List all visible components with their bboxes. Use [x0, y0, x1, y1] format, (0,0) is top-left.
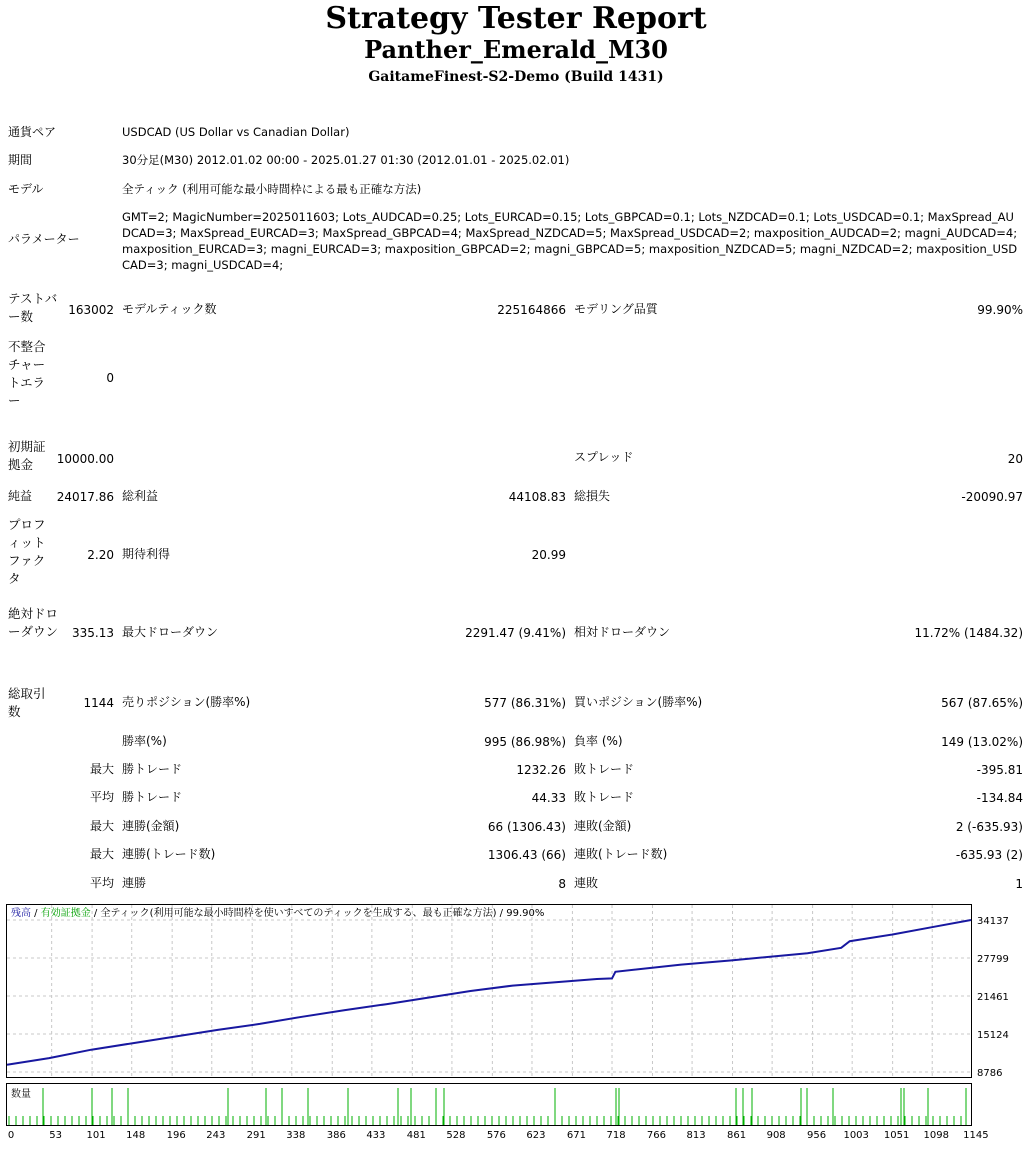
x-tick-label: 291: [246, 1130, 266, 1141]
avg-cons-losses-label: 連敗: [574, 876, 599, 890]
x-tick-label: 908: [766, 1130, 786, 1141]
x-tick-label: 196: [166, 1130, 186, 1141]
x-tick-label: 766: [646, 1130, 667, 1141]
short-value: 577 (86.31%): [484, 696, 566, 710]
x-tick-label: 528: [446, 1130, 466, 1141]
rel-dd-value: 11.72% (1484.32): [914, 626, 1023, 640]
largest-win-label: 勝トレード: [122, 762, 183, 776]
long-value: 567 (87.65%): [941, 696, 1023, 710]
svg-text:残高 / 有効証拠金 / 全ティック(利用可能な最小時間枠を: [11, 906, 544, 919]
x-tick-label: 53: [49, 1130, 63, 1141]
max-cons-profit-value: 1306.43 (66): [487, 848, 566, 862]
y-tick-label: 8786: [977, 1068, 1003, 1079]
x-tick-label: 576: [486, 1130, 506, 1141]
max-dd-value: 2291.47 (9.41%): [465, 626, 566, 640]
avg-cons-wins-value: 8: [558, 877, 566, 891]
x-tick-label: 671: [566, 1130, 586, 1141]
bars-label: テストバー数: [8, 291, 58, 324]
net-label: 純益: [8, 489, 33, 503]
x-tick-label: 481: [406, 1130, 426, 1141]
mismatch-value: 0: [106, 371, 114, 385]
max-cons-wins-label: 連勝(金額): [122, 819, 180, 833]
spread-label: スプレッド: [574, 450, 634, 464]
avg-label-2: 平均: [89, 876, 114, 890]
deposit-label: 初期証拠金: [8, 439, 46, 472]
x-tick-label: 0: [7, 1130, 15, 1141]
model-value: 全ティック (利用可能な最小時間枠による最も正確な方法): [122, 182, 422, 196]
max-cons-losses-value: 2 (-635.93): [955, 820, 1023, 834]
largest-win-value: 1232.26: [516, 763, 566, 777]
x-tick-label: 623: [526, 1130, 546, 1141]
x-tick-label: 813: [686, 1130, 706, 1141]
legend-sep-3: /: [496, 908, 507, 919]
max-cons-loss-value: -635.93 (2): [955, 848, 1023, 862]
total-trades-label: 総取引数: [8, 686, 46, 719]
legend-balance: 残高: [11, 908, 31, 919]
server-name: GaitameFinest-S2-Demo (Build 1431): [368, 69, 664, 85]
max-cons-loss-label: 連敗(トレード数): [574, 847, 668, 861]
gross-profit-label: 総利益: [122, 489, 159, 503]
avg-label: 平均: [89, 790, 114, 804]
gross-profit-value: 44108.83: [508, 490, 566, 504]
win-rate-value: 995 (86.98%): [484, 735, 566, 749]
gross-loss-value: -20090.97: [961, 490, 1023, 504]
report-subtitle: Panther_Emerald_M30: [364, 35, 668, 64]
period-value: 30分足(M30) 2012.01.02 00:00 - 2025.01.27 01:30 (2012.01.01 - 2025.02.01): [122, 153, 570, 167]
balance-chart: [0, 900, 1032, 1150]
pf-label: プロフィットファクタ: [8, 517, 46, 586]
params-value: GMT=2; MagicNumber=2025011603; Lots_AUDCAD=0.25; Lots_EURCAD=0.15; Lots_GBPCAD=0.1; Lots_NZDCAD=0.1; Lots_USDCAD=0.1; MaxSpread_AUDCAD=3; MaxSpread_EURCAD=3; MaxSpread_GBPCAD=4; MaxSpread_NZDCAD=5; MaxSpread_USDCAD=2; maxposition_AUDCAD=2; magni_AUDCAD=4; maxposition_EURCAD=3; magni_EURCAD=3; maxposition_GBPCAD=2; magni_GBPCAD=5; maxposition_NZDCAD=5; magni_NZDCAD=2; maxposition_USDCAD=3; magni_USDCAD=4;: [122, 210, 1018, 272]
volume-label: 数量: [11, 1089, 31, 1100]
win-rate-label: 勝率(%): [122, 734, 167, 748]
x-tick-label: 861: [726, 1130, 747, 1141]
x-tick-label: 1098: [923, 1130, 949, 1141]
x-tick-label: 243: [206, 1130, 226, 1141]
deposit-value: 10000.00: [56, 452, 114, 466]
spread-value: 20: [1007, 452, 1023, 466]
x-tick-label: 386: [326, 1130, 346, 1141]
legend-model: 全ティック(利用可能な最小時間枠を使いすべてのティックを生成する、最も正確な方法): [100, 908, 497, 919]
volume-frame: [7, 1084, 972, 1126]
pf-value: 2.20: [87, 548, 114, 562]
avg-loss-value: -134.84: [976, 791, 1023, 805]
short-label: 売りポジション(勝率%): [122, 695, 251, 709]
rel-dd-label: 相対ドローダウン: [574, 625, 671, 639]
max-cons-profit-label: 連勝(トレード数): [122, 847, 216, 861]
x-tick-label: 433: [366, 1130, 386, 1141]
model-label: モデル: [8, 182, 44, 196]
ticks-label: モデルティック数: [122, 302, 217, 316]
avg-win-label: 勝トレード: [122, 790, 183, 804]
avg-loss-label: 敗トレード: [574, 790, 635, 804]
gross-loss-label: 総損失: [574, 489, 611, 503]
largest-loss-label: 敗トレード: [574, 762, 635, 776]
y-tick-label: 21461: [977, 992, 1009, 1004]
mismatch-label: 不整合チャートエラー: [8, 339, 46, 408]
avg-cons-wins-label: 連勝: [122, 876, 147, 890]
max-label-3: 最大: [89, 847, 114, 861]
x-tick-label: 338: [286, 1130, 306, 1141]
quality-label: モデリング品質: [574, 302, 658, 316]
expected-value: 20.99: [531, 548, 566, 562]
max-dd-label: 最大ドローダウン: [122, 625, 219, 639]
max-label-2: 最大: [89, 819, 114, 833]
max-cons-losses-label: 連敗(金額): [574, 819, 632, 833]
report-title: Strategy Tester Report: [325, 1, 707, 36]
abs-dd-label: 絶対ドローダウン: [8, 606, 59, 639]
long-label: 買いポジション(勝率%): [574, 695, 703, 709]
loss-rate-value: 149 (13.02%): [941, 735, 1023, 749]
max-label: 最大: [89, 762, 114, 776]
total-trades-value: 1144: [83, 696, 114, 710]
pair-value: USDCAD (US Dollar vs Canadian Dollar): [122, 125, 350, 139]
legend-sep-1: /: [31, 908, 41, 919]
avg-win-value: 44.33: [531, 791, 566, 805]
net-value: 24017.86: [56, 490, 114, 504]
bars-value: 163002: [68, 303, 114, 317]
largest-loss-value: -395.81: [976, 763, 1023, 777]
x-tick-label: 1051: [883, 1130, 910, 1141]
x-tick-label: 1145: [963, 1130, 989, 1141]
avg-cons-losses-value: 1: [1015, 877, 1023, 891]
legend-equity: 有効証拠金: [40, 908, 91, 919]
params-label: パラメーター: [8, 232, 80, 246]
abs-dd-value: 335.13: [72, 626, 114, 640]
pair-label: 通貨ペア: [8, 125, 57, 139]
chart-frame: [7, 905, 972, 1078]
x-tick-label: 1003: [843, 1130, 869, 1141]
max-cons-wins-value: 66 (1306.43): [487, 820, 566, 834]
legend-sep-2: /: [90, 908, 101, 919]
x-tick-label: 148: [126, 1130, 146, 1141]
period-label: 期間: [8, 153, 33, 167]
legend-quality: 99.90%: [506, 908, 545, 919]
loss-rate-label: 負率 (%): [574, 734, 623, 748]
y-tick-label: 15124: [977, 1029, 1009, 1041]
quality-value: 99.90%: [977, 303, 1023, 317]
y-tick-label: 27799: [977, 954, 1009, 966]
expected-label: 期待利得: [122, 547, 171, 561]
y-tick-label: 34137: [977, 916, 1009, 927]
x-tick-label: 101: [86, 1130, 106, 1141]
x-tick-label: 718: [606, 1130, 626, 1141]
x-tick-label: 956: [807, 1130, 827, 1141]
ticks-value: 225164866: [497, 303, 566, 317]
